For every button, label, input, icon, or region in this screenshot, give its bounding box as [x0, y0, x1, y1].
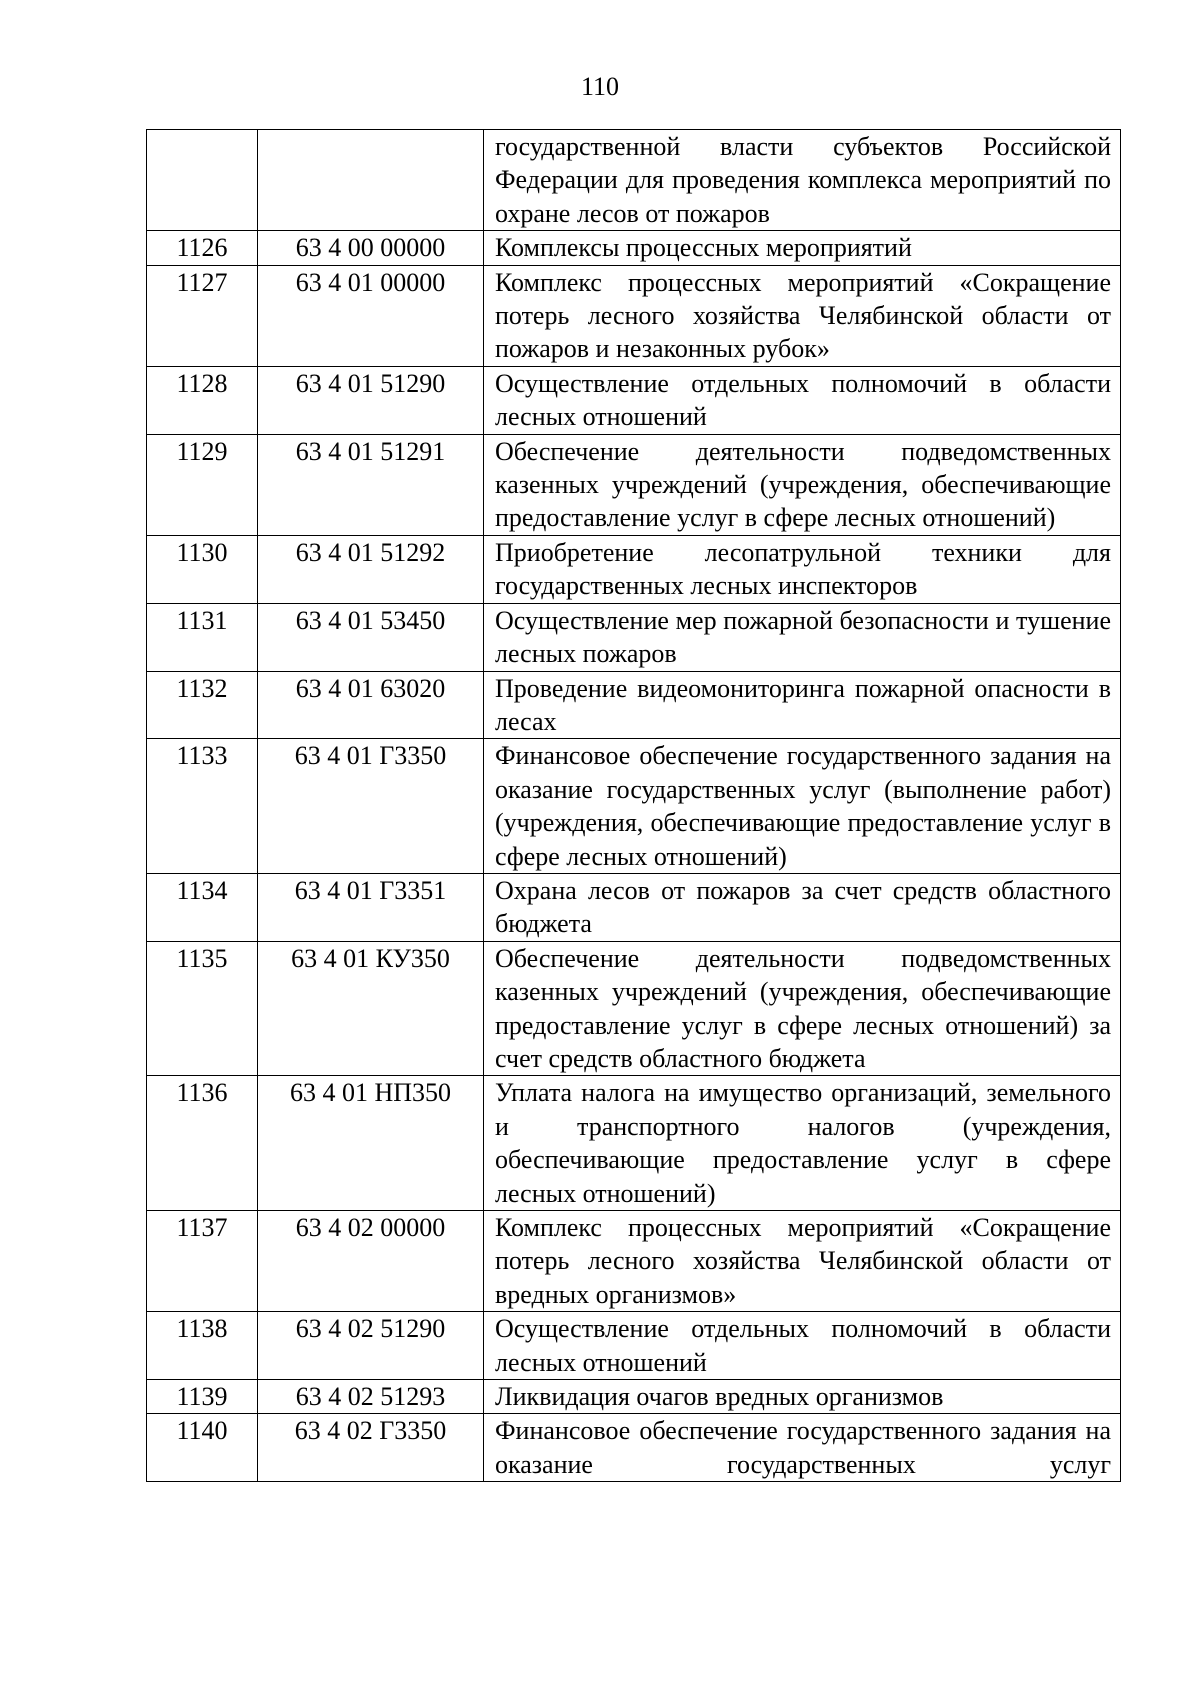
table-row [147, 1211, 1121, 1312]
table-row [147, 535, 1121, 603]
page-number: 110 [580, 72, 620, 101]
row-number: 1139 [147, 1380, 258, 1414]
target-code: 63 4 02 00000 [258, 1211, 484, 1312]
item-description: Осуществление мер пожарной безопасности и тушение лесных пожаров [484, 603, 1121, 671]
target-code: 63 4 01 51292 [258, 535, 484, 603]
table-row [147, 130, 1121, 231]
target-code: 63 4 01 Г3351 [258, 873, 484, 941]
row-number: 1134 [147, 873, 258, 941]
item-description: Комплекс процессных мероприятий «Сокращение потерь лесного хозяйства Челябинской области от вредных организмов» [484, 1211, 1121, 1312]
table-row [147, 1076, 1121, 1211]
row-number [147, 130, 258, 231]
row-number: 1129 [147, 434, 258, 535]
item-description: Уплата налога на имущество организаций, земельного и транспортного налогов (учреждения, обеспечивающие предоставление услуг в сфере лесных отношений) [484, 1076, 1121, 1211]
item-description: Приобретение лесопатрульной техники для государственных лесных инспекторов [484, 535, 1121, 603]
table-row [147, 603, 1121, 671]
table-row [147, 1380, 1121, 1414]
classification-table [146, 129, 1121, 1482]
row-number: 1128 [147, 366, 258, 434]
target-code: 63 4 01 00000 [258, 265, 484, 366]
item-description: Проведение видеомониторинга пожарной опасности в лесах [484, 671, 1121, 739]
target-code: 63 4 01 51290 [258, 366, 484, 434]
row-number: 1136 [147, 1076, 258, 1211]
target-code: 63 4 02 Г3350 [258, 1414, 484, 1482]
row-number: 1126 [147, 231, 258, 265]
row-number: 1132 [147, 671, 258, 739]
row-number: 1137 [147, 1211, 258, 1312]
target-code: 63 4 02 51290 [258, 1312, 484, 1380]
row-number: 1140 [147, 1414, 258, 1482]
table-row [147, 1312, 1121, 1380]
item-description: Комплексы процессных мероприятий [484, 231, 1121, 265]
table-row [147, 366, 1121, 434]
row-number: 1133 [147, 739, 258, 874]
target-code: 63 4 01 Г3350 [258, 739, 484, 874]
item-description: Охрана лесов от пожаров за счет средств областного бюджета [484, 873, 1121, 941]
target-code: 63 4 01 51291 [258, 434, 484, 535]
target-code: 63 4 01 КУ350 [258, 941, 484, 1076]
row-number: 1127 [147, 265, 258, 366]
row-number: 1135 [147, 941, 258, 1076]
target-code: 63 4 01 53450 [258, 603, 484, 671]
row-number: 1131 [147, 603, 258, 671]
table-row [147, 739, 1121, 874]
row-number: 1138 [147, 1312, 258, 1380]
target-code [258, 130, 484, 231]
table-row [147, 265, 1121, 366]
item-description: Осуществление отдельных полномочий в области лесных отношений [484, 366, 1121, 434]
item-description: Обеспечение деятельности подведомственных казенных учреждений (учреждения, обеспечивающие предоставление услуг в сфере лесных отношений) за счет средств областного бюджета [484, 941, 1121, 1076]
item-description: Ликвидация очагов вредных организмов [484, 1380, 1121, 1414]
row-number: 1130 [147, 535, 258, 603]
target-code: 63 4 01 НП350 [258, 1076, 484, 1211]
item-description: Обеспечение деятельности подведомственных казенных учреждений (учреждения, обеспечивающие предоставление услуг в сфере лесных отношений) [484, 434, 1121, 535]
target-code: 63 4 02 51293 [258, 1380, 484, 1414]
item-description: Комплекс процессных мероприятий «Сокращение потерь лесного хозяйства Челябинской области от пожаров и незаконных рубок» [484, 265, 1121, 366]
table-row [147, 671, 1121, 739]
table-row [147, 434, 1121, 535]
table-row [147, 873, 1121, 941]
item-description: государственной власти субъектов Российской Федерации для проведения комплекса мероприятий по охране лесов от пожаров [484, 130, 1121, 231]
table-row [147, 1414, 1121, 1482]
table-row [147, 941, 1121, 1076]
table-row [147, 231, 1121, 265]
target-code: 63 4 01 63020 [258, 671, 484, 739]
item-description: Финансовое обеспечение государственного задания на оказание государственных услуг [484, 1414, 1121, 1482]
item-description: Осуществление отдельных полномочий в области лесных отношений [484, 1312, 1121, 1380]
item-description: Финансовое обеспечение государственного задания на оказание государственных услуг (выполнение работ) (учреждения, обеспечивающие предоставление услуг в сфере лесных отношений) [484, 739, 1121, 874]
target-code: 63 4 00 00000 [258, 231, 484, 265]
